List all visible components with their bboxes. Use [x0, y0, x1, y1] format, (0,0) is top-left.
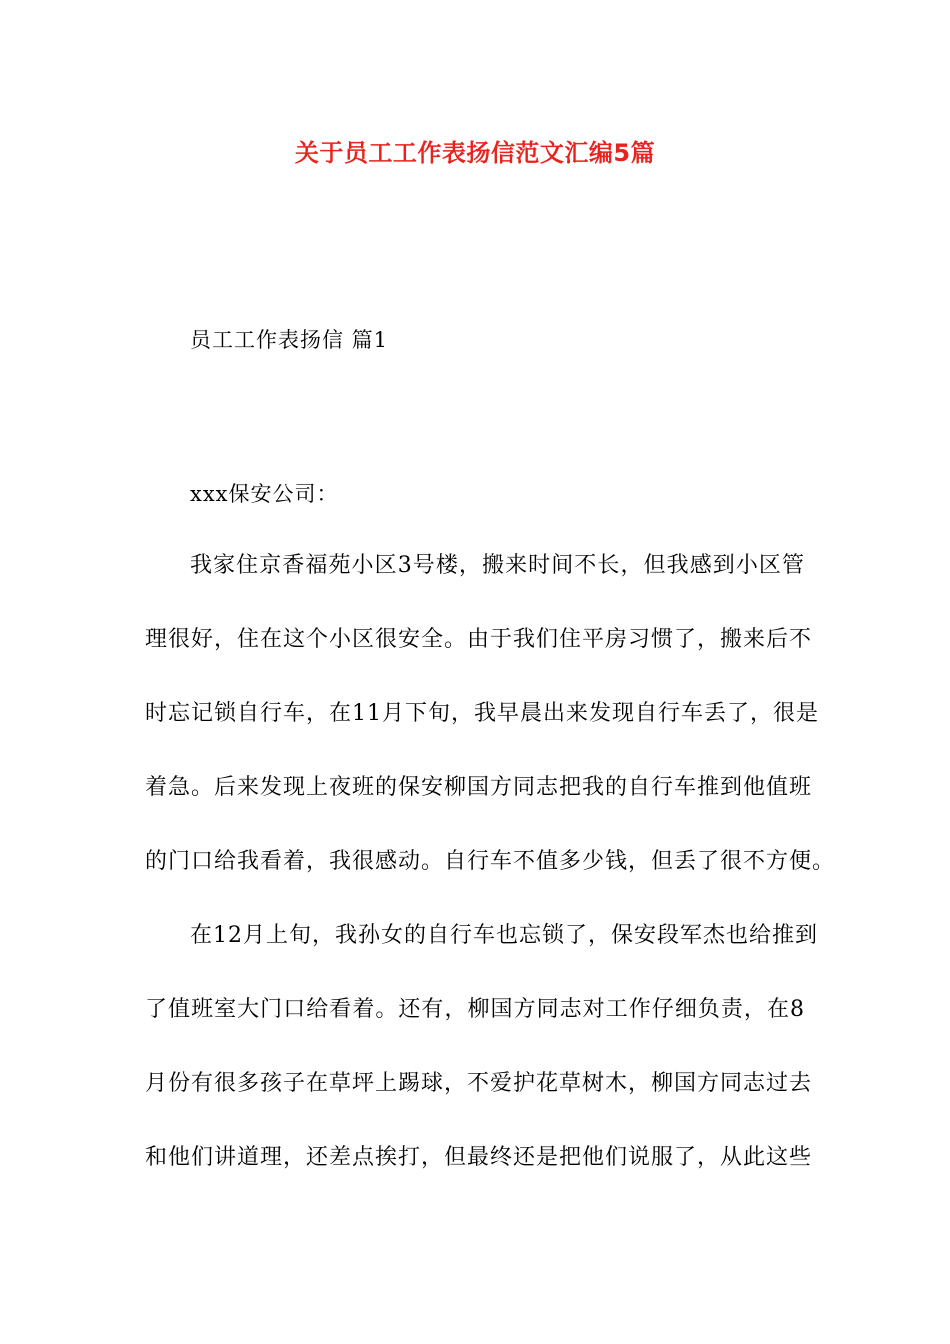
paragraph-2: [145, 899, 818, 1195]
paragraph-line: 的门口给我看着，我很感动。自行车不值多少钱，但丢了很不方便。: [145, 849, 836, 874]
paragraph-line: 在12月上旬，我孙女的自行车也忘锁了，保安段军杰也给推到: [190, 923, 818, 948]
section-heading: 员工工作表扬信 篇1: [190, 328, 389, 352]
paragraph-line: 我家住京香福苑小区3号楼，搬来时间不长，但我感到小区管: [190, 553, 805, 578]
paragraph-1: [145, 529, 836, 899]
paragraph-line: 时忘记锁自行车，在11月下旬，我早晨出来发现自行车丢了，很是: [145, 701, 819, 726]
salutation: xxx保安公司：: [190, 482, 339, 506]
paragraph-line: 月份有很多孩子在草坪上踢球，不爱护花草树木，柳国方同志过去: [145, 1071, 813, 1096]
document-title: 关于员工工作表扬信范文汇编5篇: [294, 139, 656, 167]
paragraph-line: 了值班室大门口给看着。还有，柳国方同志对工作仔细负责，在8: [145, 997, 805, 1022]
paragraph-line: 理很好，住在这个小区很安全。由于我们住平房习惯了，搬来后不: [145, 627, 813, 652]
paragraph-line: 着急。后来发现上夜班的保安柳国方同志把我的自行车推到他值班: [145, 775, 813, 800]
paragraph-line: 和他们讲道理，还差点挨打，但最终还是把他们说服了，从此这些: [145, 1145, 813, 1170]
